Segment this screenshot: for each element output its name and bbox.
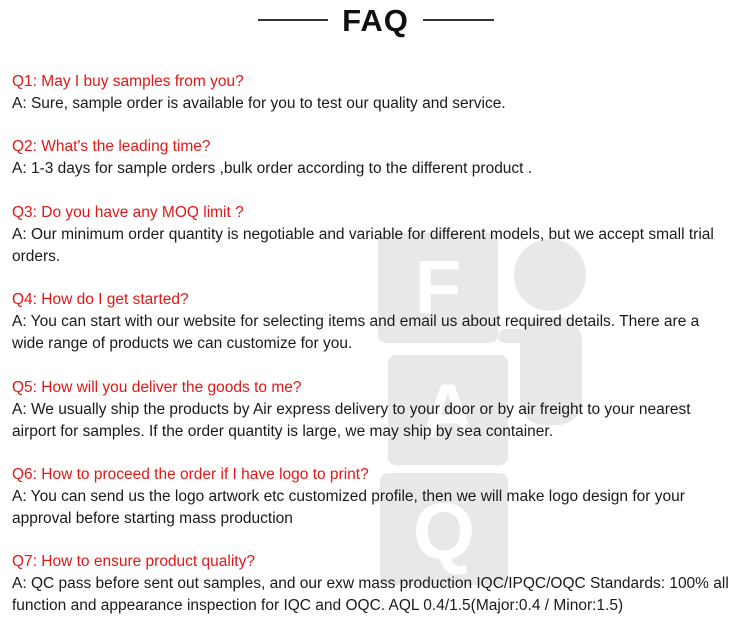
faq-answer-6: A: You can send us the logo artwork etc customized profile, then we will make logo design for your approval before starting mass production [12, 488, 685, 527]
faq-question-3: Q3: Do you have any MOQ limit ? [12, 204, 244, 221]
faq-question-5: Q5: How will you deliver the goods to me? [12, 379, 302, 396]
faq-question-6: Q6: How to proceed the order if I have logo to print? [12, 466, 369, 483]
title-rule-right [423, 19, 494, 21]
faq-answer-2: A: 1-3 days for sample orders ,bulk order according to the different product . [12, 160, 533, 177]
faq-question-1: Q1: May I buy samples from you? [12, 73, 244, 90]
faq-answer-1: A: Sure, sample order is available for you to test our quality and service. [12, 95, 506, 112]
faq-question-2: Q2: What's the leading time? [12, 138, 211, 155]
title-rule-left [258, 19, 328, 21]
faq-item-1 [12, 71, 740, 136]
page-title: FAQ [342, 3, 409, 38]
faq-answer-3: A: Our minimum order quantity is negotiable and variable for different models, but we accept small trial orders. [12, 226, 714, 265]
faq-item-6 [12, 464, 740, 551]
faq-question-7: Q7: How to ensure product quality? [12, 553, 255, 570]
block-f-letter: F [414, 245, 462, 330]
faq-answer-5: A: We usually ship the products by Air express delivery to your door or by air freight to your nearest airport for samples. If the order quantity is large, we may ship by sea container. [12, 401, 691, 440]
block-q-letter: Q [412, 487, 476, 576]
faq-list [12, 71, 740, 617]
faq-item-7 [12, 551, 740, 617]
page-header [0, 0, 750, 44]
faq-item-2 [12, 136, 740, 202]
faq-answer-4: A: You can start with our website for selecting items and email us about required details. There are a wide range of products we can customize for you. [12, 313, 700, 352]
faq-answer-7: A: QC pass before sent out samples, and our exw mass production IQC/IPQC/OQC Standards: 100% all function and appearance inspection for IQC and OQC. AQL 0.4/1.5(Major:0.4 / Minor:1.5) [12, 575, 729, 614]
faq-question-4: Q4: How do I get started? [12, 291, 189, 308]
faq-item-5 [12, 377, 740, 464]
block-a-letter: A [420, 369, 476, 454]
faq-item-3 [12, 202, 740, 289]
faq-item-4 [12, 289, 740, 377]
